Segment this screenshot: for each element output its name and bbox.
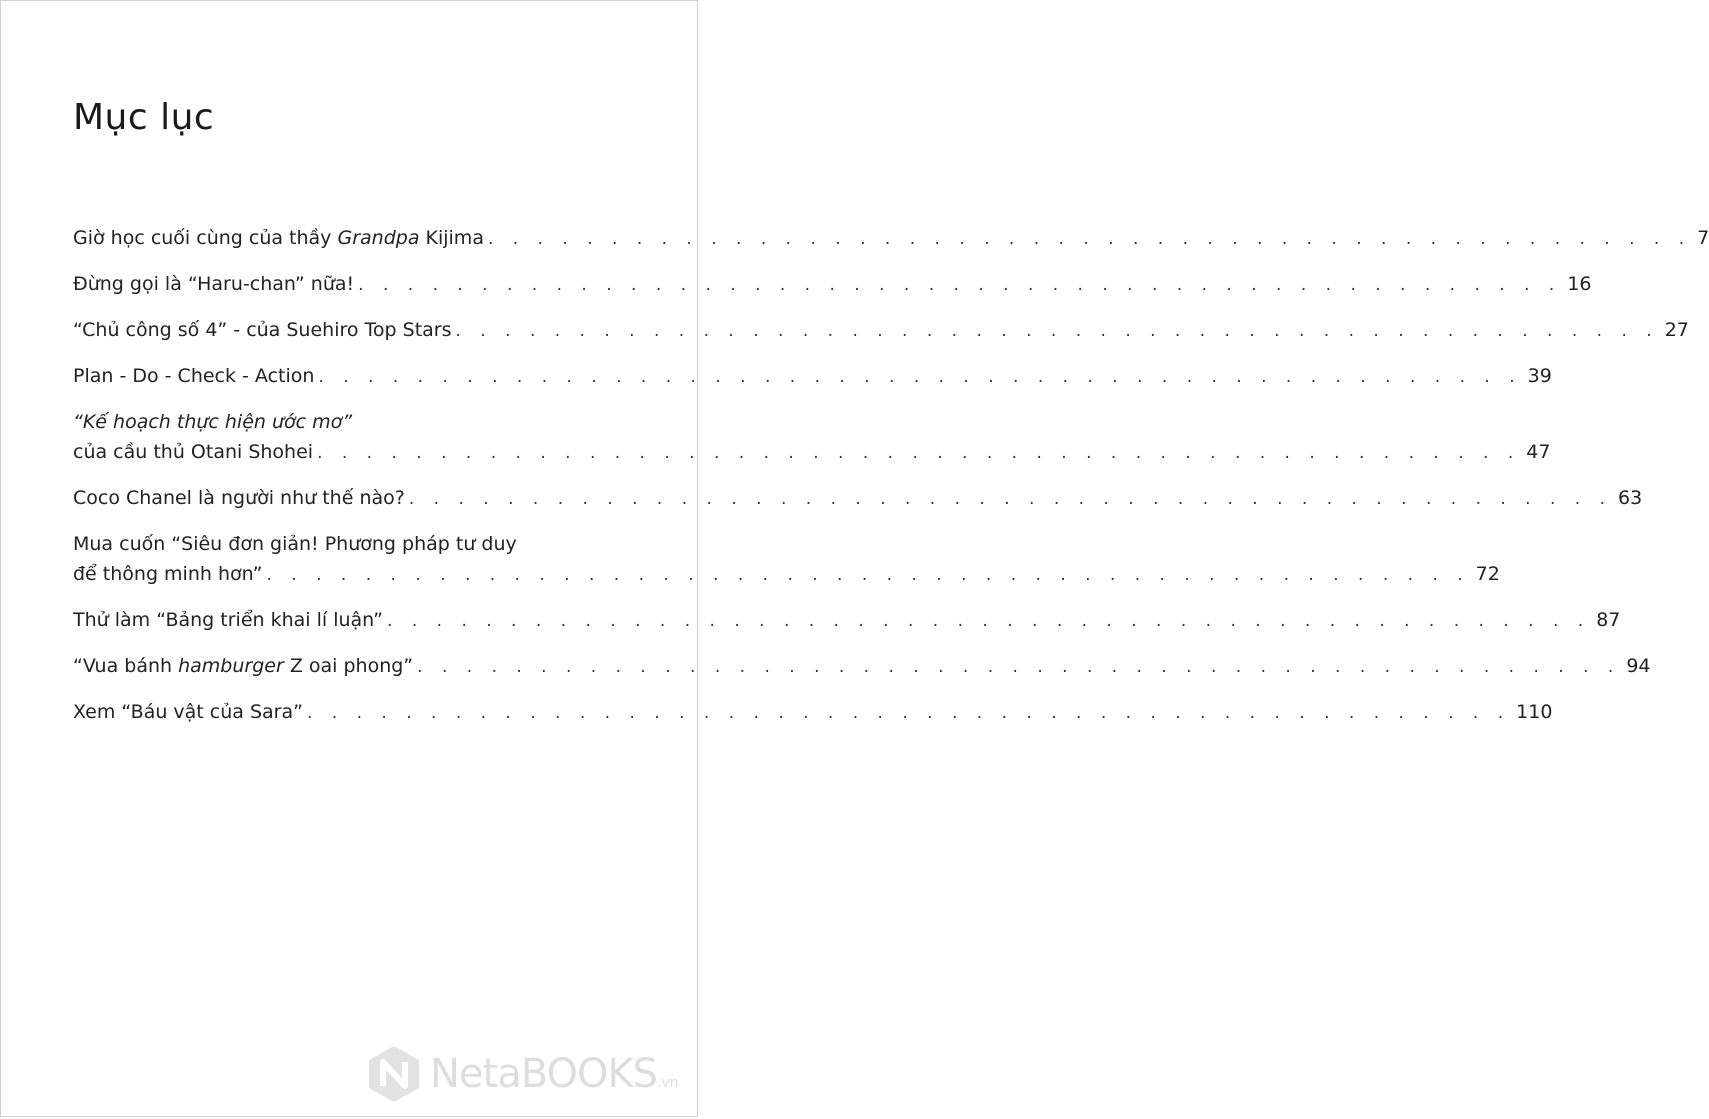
dot-leader: . . . . . . . . . . . . . . . . . . . . . . . . . . . . . . . . . . . . . . . . . . . . . . . . .: [455, 321, 1659, 341]
toc-page-number: 27: [1664, 319, 1689, 341]
toc-entry[interactable]: [73, 529, 1500, 590]
toc-entry-title: Đừng gọi là “Haru-chan” nữa!: [73, 273, 355, 295]
dot-leader: . . . . . . . . . . . . . . . . . . . . . . . . . . . . . . . . . . . . . . . . . . . . . . . . .: [487, 229, 1692, 249]
n-hexagon-logo-icon: [366, 1044, 422, 1104]
toc-entry[interactable]: [73, 407, 1551, 468]
dot-leader: . . . . . . . . . . . . . . . . . . . . . . . . . . . . . . . . . . . . . . . . . . . . . . . . .: [417, 657, 1621, 677]
toc-entry-title: “Chủ công số 4” - của Suehiro Top Stars: [73, 319, 452, 341]
watermark-brand: NetaBOOKS.vn: [430, 1051, 679, 1097]
toc-entry-title-line1: “Kế hoạch thực hiện ước mơ”: [73, 411, 353, 433]
dot-leader: . . . . . . . . . . . . . . . . . . . . . . . . . . . . . . . . . . . . . . . . . . . . . . . . .: [408, 489, 1613, 509]
dot-leader: . . . . . . . . . . . . . . . . . . . . . . . . . . . . . . . . . . . . . . . . . . . . . . . . .: [387, 611, 1591, 631]
toc-entry[interactable]: [73, 361, 1552, 392]
toc-entry[interactable]: [73, 605, 1621, 636]
dot-leader: . . . . . . . . . . . . . . . . . . . . . . . . . . . . . . . . . . . . . . . . . . . . . . . . .: [358, 275, 1562, 295]
toc-page-number: 7: [1697, 227, 1709, 249]
toc-page-number: 94: [1626, 655, 1651, 677]
toc-entry-title: Coco Chanel là người như thế nào?: [73, 487, 405, 509]
toc-entry-title: Thử làm “Bảng triển khai lí luận”: [73, 609, 384, 631]
toc-page-number: 87: [1596, 609, 1621, 631]
dot-leader: . . . . . . . . . . . . . . . . . . . . . . . . . . . . . . . . . . . . . . . . . . . . . . . . .: [266, 565, 1470, 585]
dot-leader: . . . . . . . . . . . . . . . . . . . . . . . . . . . . . . . . . . . . . . . . . . . . . . . . .: [317, 443, 1521, 463]
dot-leader: . . . . . . . . . . . . . . . . . . . . . . . . . . . . . . . . . . . . . . . . . . . . . . . . .: [318, 367, 1522, 387]
toc-entry[interactable]: [73, 223, 1709, 254]
toc-page-number: 63: [1618, 487, 1643, 509]
toc-entry[interactable]: [73, 651, 1651, 682]
table-of-contents: [73, 223, 1709, 728]
toc-entry-title: để thông minh hơn”: [73, 563, 263, 585]
toc-page-number: 39: [1527, 365, 1552, 387]
toc-entry[interactable]: [73, 269, 1592, 300]
dot-leader: . . . . . . . . . . . . . . . . . . . . . . . . . . . . . . . . . . . . . . . . . . . . . . . . .: [306, 703, 1511, 723]
toc-entry[interactable]: [73, 315, 1689, 346]
toc-entry-title: Plan - Do - Check - Action: [73, 365, 315, 387]
toc-entry-title: “Vua bánh hamburger Z oai phong”: [73, 655, 414, 677]
toc-page-number: 110: [1516, 701, 1553, 723]
toc-page-number: 47: [1526, 441, 1551, 463]
toc-page-number: 72: [1475, 563, 1500, 585]
toc-page-number: 16: [1567, 273, 1592, 295]
watermark: [366, 1043, 696, 1105]
toc-entry-title: Xem “Báu vật của Sara”: [73, 701, 303, 723]
toc-entry[interactable]: [73, 483, 1643, 514]
toc-entry-title-line1: Mua cuốn “Siêu đơn giản! Phương pháp tư duy: [73, 533, 517, 555]
page-title: Mục lục: [73, 97, 215, 138]
toc-entry-title: Giờ học cuối cùng của thầy Grandpa Kijima: [73, 227, 484, 249]
toc-entry[interactable]: [73, 697, 1553, 728]
toc-entry-title: của cầu thủ Otani Shohei: [73, 441, 314, 463]
